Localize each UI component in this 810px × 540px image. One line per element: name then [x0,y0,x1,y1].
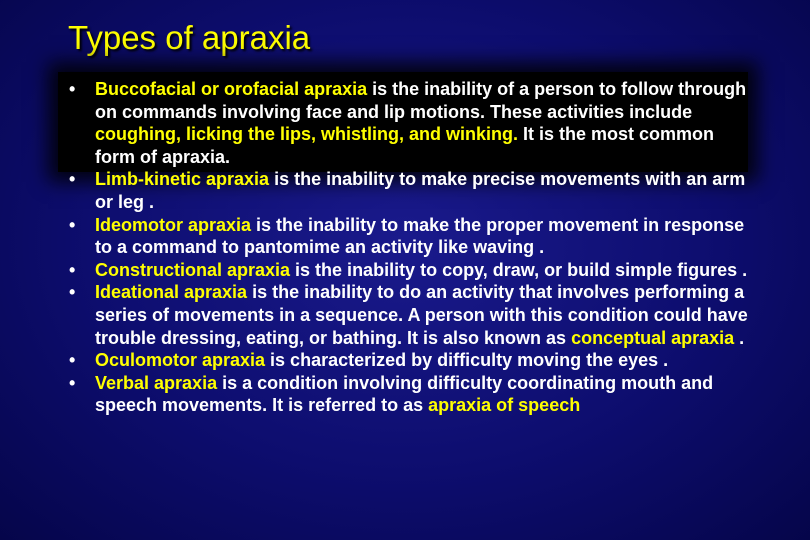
highlighted-term: Constructional apraxia [95,259,291,280]
bullet-item [64,168,754,213]
highlighted-term: Verbal apraxia [95,372,218,393]
highlighted-term: coughing, licking the lips, whistling, and winking. [95,124,519,145]
highlighted-term: Buccofacial or orofacial apraxia [95,79,368,99]
bullet-list [64,78,754,417]
bullet-text: is the inability to do an activity that involves performing a series of movements in a sequence. A person with this condition could have trouble dressing, eating, or bathing. It is also known as [95,282,748,348]
bullet-dot-icon: • [69,282,76,303]
bullet-text: is characterized by difficulty moving the eyes . [265,350,669,371]
bullet-item [64,372,754,417]
highlighted-term: Ideational apraxia [95,282,248,303]
highlighted-term: Ideomotor apraxia [95,214,252,235]
highlighted-term: conceptual apraxia [571,327,735,348]
bullet-dot-icon: • [69,350,76,371]
bullet-text: is the inability to copy, draw, or build simple figures . [290,259,748,280]
bullet-item [64,78,754,168]
slide-title: Types of apraxia [68,19,311,56]
bullet-item [64,214,754,259]
bullet-text: It is the most common form of apraxia. [95,124,715,167]
bullet-dot-icon: • [69,169,76,190]
bullet-dot-icon: • [69,259,76,280]
highlighted-term: Limb-kinetic apraxia [95,169,270,190]
bullet-dot-icon: • [69,372,76,393]
bullet-item [64,259,754,282]
bullet-text: is the inability to make precise movements with an arm or leg . [95,169,746,212]
highlighted-term: Oculomotor apraxia [95,350,266,371]
bullet-item [64,281,754,349]
bullet-dot-icon: • [69,214,76,235]
bullet-dot-icon: • [69,79,76,99]
bullet-text: . [734,327,745,348]
bullet-item [64,349,754,372]
bullet-text: is the inability of a person to follow through on commands involving face and lip motions. These activities include [95,79,747,122]
bullet-text: is the inability to make the proper movement in response to a command to pantomime an activity like waving . [95,214,745,258]
bullet-text: is a condition involving difficulty coordinating mouth and speech movements. It is referred to as [95,372,714,416]
highlighted-term: apraxia of speech [428,395,581,416]
